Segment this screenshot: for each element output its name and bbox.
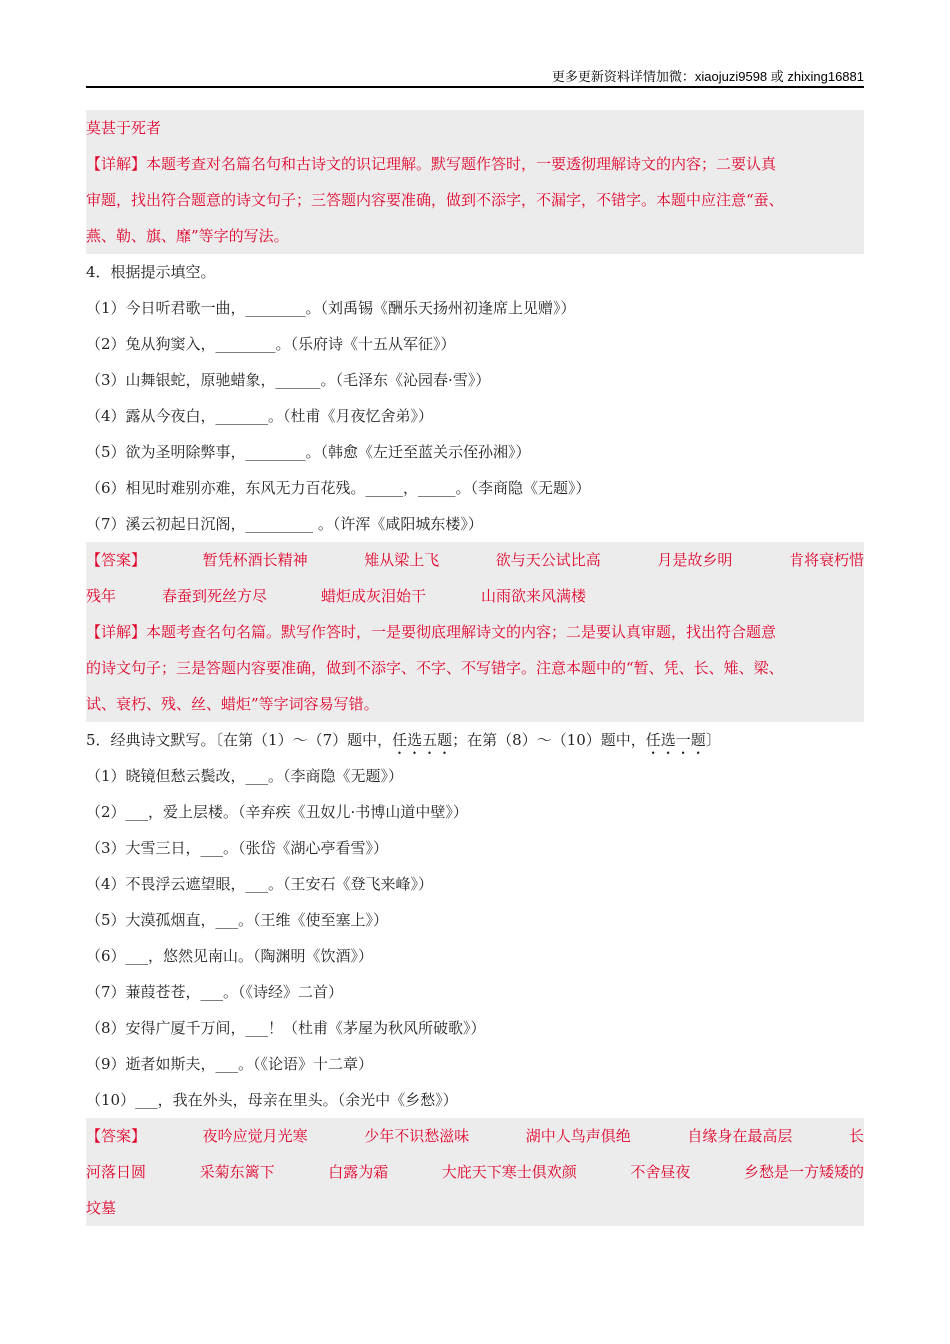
title-part: 〕 <box>705 731 721 749</box>
question-item: （7）溪云初起日沉阁，_________ 。（许浑《咸阳城东楼》） <box>86 515 483 533</box>
question-item: （4）不畏浮云遮望眼，___。（王安石《登飞来峰》） <box>86 875 434 893</box>
detail-line: 【详解】本题考查名句名篇。默写作答时，一是要彻底理解诗文的内容；二是要认真审题，找出符合题意 <box>86 623 777 641</box>
answer-item: 湖中人鸟声俱绝 <box>525 1127 631 1145</box>
question-item: （7）蒹葭苍苍，___。（《诗经》二首） <box>86 983 344 1001</box>
question-title: 4．根据提示填空。 <box>86 263 216 281</box>
answer-item: 采菊东篱下 <box>199 1163 275 1181</box>
question-5 <box>86 722 864 1118</box>
q4-answer-block <box>86 542 864 722</box>
page-header <box>86 64 864 88</box>
answer-item: 大庇天下寒士俱欢颜 <box>441 1163 577 1181</box>
prev-answer-block <box>86 110 864 254</box>
answer-line <box>86 1118 864 1154</box>
question-item: （9）逝者如斯夫，___。（《论语》十二章） <box>86 1055 374 1073</box>
question-item: （1）晓镜但愁云鬓改，___。（李商隐《无题》） <box>86 767 404 785</box>
question-item: （5）大漠孤烟直，___。（王维《使至塞上》） <box>86 911 389 929</box>
question-item: （10）___，我在外头，母亲在里头。（余光中《乡愁》） <box>86 1091 458 1109</box>
answer-label: 【答案】 <box>86 551 147 569</box>
answer-line <box>86 542 864 578</box>
question-item: （3）山舞银蛇，原驰蜡象，______。（毛泽东《沁园春·雪》） <box>86 371 491 389</box>
question-item: （8）安得广厦千万间，___！（杜甫《茅屋为秋风所破歌》） <box>86 1019 486 1037</box>
q5-answer-block <box>86 1118 864 1226</box>
document-content <box>86 110 864 1226</box>
answer-tail: 莫甚于死者 <box>86 119 162 137</box>
question-item: （4）露从今夜白，_______。（杜甫《月夜忆舍弟》） <box>86 407 434 425</box>
detail-line: 试、衰朽、残、丝、蜡炬”等字词容易写错。 <box>86 695 379 713</box>
header-contact-text: 更多更新资料详情加微：xiaojuzi9598 或 zhixing16881 <box>551 69 864 84</box>
answer-item: 山雨欲来风满楼 <box>481 587 587 605</box>
answer-item: 长 <box>848 1127 864 1145</box>
question-item: （6）相见时难别亦难，东风无力百花残。_____，_____。（李商隐《无题》） <box>86 479 591 497</box>
question-item: （3）大雪三日，___。（张岱《湖心亭看雪》） <box>86 839 389 857</box>
answer-item: 自缘身在最高层 <box>687 1127 793 1145</box>
answer-item: 不舍昼夜 <box>630 1163 691 1181</box>
question-item: （5）欲为圣明除弊事，________。（韩愈《左迁至蓝关示侄孙湘》） <box>86 443 531 461</box>
answer-item: 坟墓 <box>86 1199 117 1217</box>
question-item: （6）___，悠然见南山。（陶渊明《饮酒》） <box>86 947 374 965</box>
answer-line <box>86 1154 864 1190</box>
question-4 <box>86 254 864 542</box>
answer-item: 残年 <box>86 587 117 605</box>
answer-item: 春蚕到死丝方尽 <box>162 587 268 605</box>
question-item: （1）今日听君歌一曲，________。（刘禹锡《酬乐天扬州初逢席上见赠》） <box>86 299 576 317</box>
answer-item: 蜡炬成灰泪始干 <box>321 587 427 605</box>
detail-line: 【详解】本题考查对名篇名句和古诗文的识记理解。默写题作答时，一要透彻理解诗文的内容；二要认真 <box>86 155 777 173</box>
question-item: （2）___，爱上层楼。（辛弃疾《丑奴儿·书博山道中壁》） <box>86 803 468 821</box>
question-title <box>86 722 864 758</box>
answer-line <box>86 1190 864 1226</box>
answer-item: 夜吟应觉月光寒 <box>202 1127 308 1145</box>
answer-item: 白露为霜 <box>328 1163 389 1181</box>
emphasis-text: 任选一题 <box>645 731 706 749</box>
answer-item: 乡愁是一方矮矮的 <box>743 1163 864 1181</box>
answer-label: 【答案】 <box>86 1127 147 1145</box>
title-part: ；在第（8）～（10）题中， <box>452 731 646 749</box>
question-item: （2）兔从狗窦入，________。（乐府诗《十五从军征》） <box>86 335 456 353</box>
emphasis-text: 任选五题 <box>392 731 453 749</box>
answer-item: 雉从梁上飞 <box>364 551 440 569</box>
detail-line: 燕、勒、旗、靡”等字的写法。 <box>86 227 289 245</box>
answer-item: 少年不识愁滋味 <box>364 1127 470 1145</box>
detail-line: 的诗文句子；三是答题内容要准确，做到不添字、不字、不写错字。注意本题中的“暂、凭、长、雉、梁、 <box>86 659 784 677</box>
answer-item: 肯将衰朽惜 <box>788 551 864 569</box>
answer-item: 欲与天公试比高 <box>495 551 601 569</box>
answer-item: 河落日圆 <box>86 1163 147 1181</box>
detail-line: 审题，找出符合题意的诗文句子；三答题内容要准确，做到不添字，不漏字，不错字。本题中应注意“蚕、 <box>86 191 784 209</box>
answer-item: 月是故乡明 <box>657 551 733 569</box>
answer-item: 暂凭杯酒长精神 <box>202 551 308 569</box>
title-part: 5．经典诗文默写。〔在第（1）～（7）题中， <box>86 731 393 749</box>
answer-line <box>86 578 864 614</box>
